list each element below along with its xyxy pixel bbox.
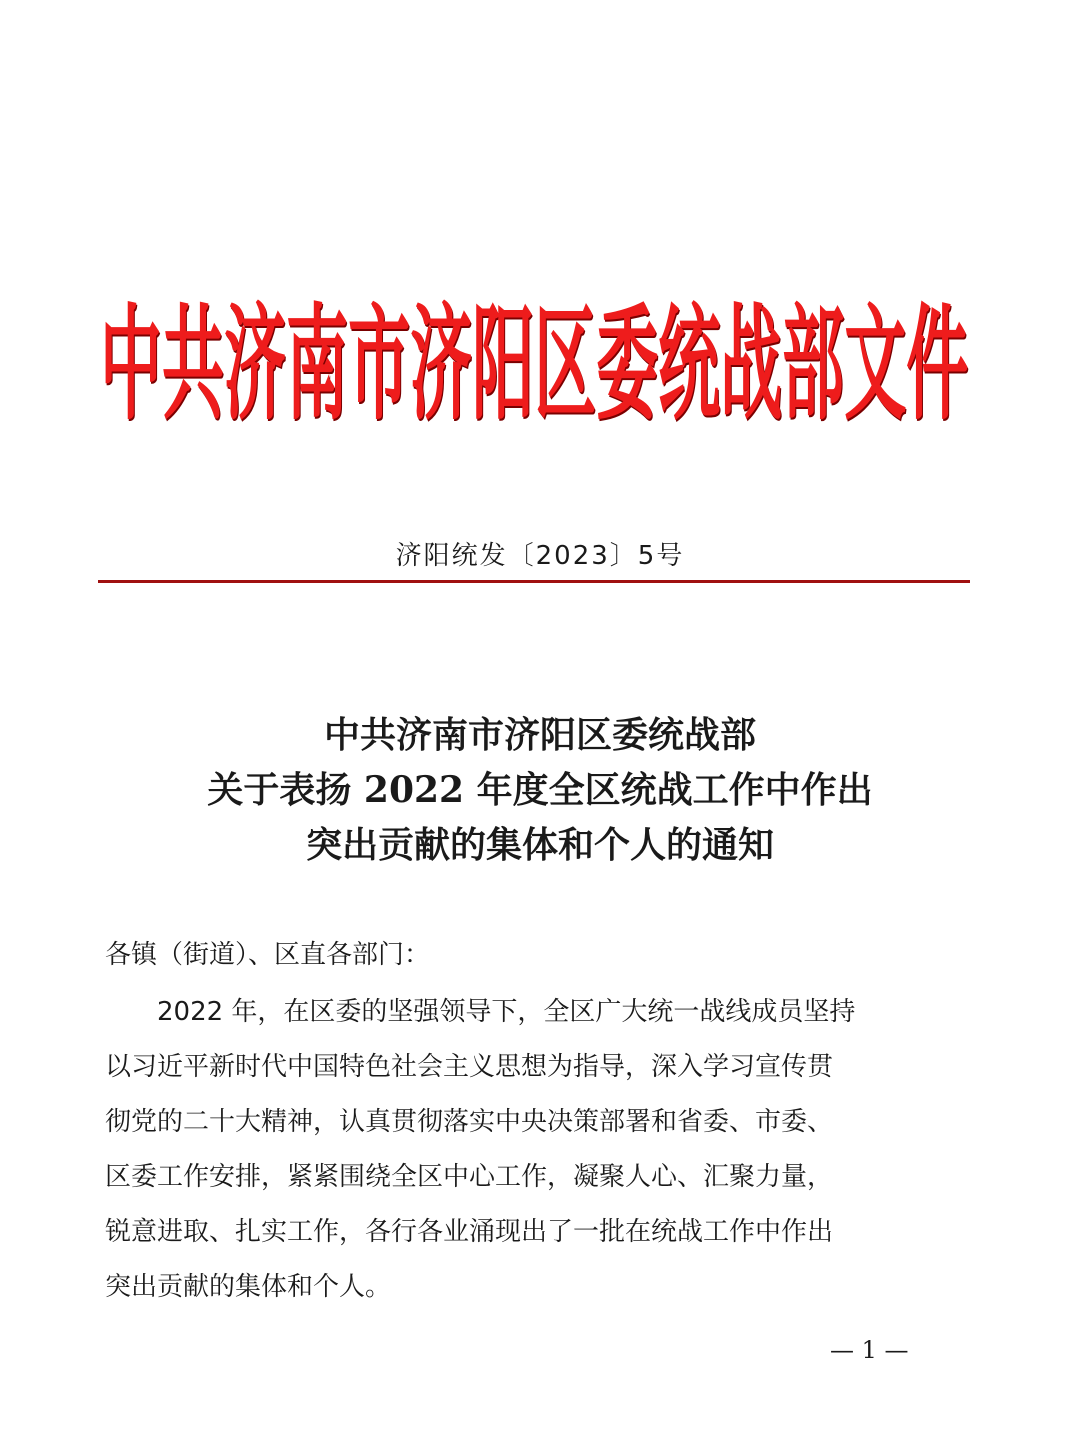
document-title — [0, 708, 1080, 873]
body-line: 彻党的二十大精神，认真贯彻落实中央决策部署和省委、市委、 — [105, 1107, 834, 1137]
masthead-char: 件 — [906, 291, 969, 437]
masthead-char: 委 — [596, 291, 659, 437]
masthead-char: 战 — [720, 291, 783, 437]
masthead-char: 中 — [100, 291, 163, 437]
masthead-char: 文 — [844, 291, 907, 437]
masthead-char: 统 — [658, 291, 721, 437]
body-line: 突出贡献的集体和个人。 — [105, 1272, 392, 1302]
title-line: 中共济南市济阳区委统战部 — [323, 714, 756, 756]
page-number: — 1 — — [830, 1336, 909, 1364]
masthead-char: 区 — [534, 291, 597, 437]
body-line: 2022 年，在区委的坚强领导下，全区广大统一战线成员坚持 — [105, 997, 856, 1027]
body-paragraph — [105, 985, 945, 1315]
masthead-char: 济 — [224, 291, 287, 437]
masthead-char: 济 — [410, 291, 473, 437]
body-line: 锐意进取、扎实工作，各行各业涌现出了一批在统战工作中作出 — [105, 1217, 834, 1247]
red-divider-line — [98, 580, 970, 583]
title-line: 突出贡献的集体和个人的通知 — [305, 824, 774, 866]
document-masthead — [100, 290, 969, 440]
document-number: 济阳统发〔2023〕5号 — [395, 541, 685, 571]
masthead-char: 南 — [286, 291, 349, 437]
body-line: 以习近平新时代中国特色社会主义思想为指导，深入学习宣传贯 — [105, 1052, 834, 1082]
masthead-char: 阳 — [472, 291, 535, 437]
masthead-char: 市 — [348, 291, 411, 437]
title-line: 关于表扬 2022 年度全区统战工作中作出 — [207, 769, 873, 811]
masthead-char: 部 — [782, 291, 845, 437]
body-line: 区委工作安排，紧紧围绕全区中心工作，凝聚人心、汇聚力量， — [105, 1162, 834, 1192]
salutation: 各镇（街道）、区直各部门： — [105, 940, 431, 970]
masthead-char: 共 — [162, 291, 225, 437]
